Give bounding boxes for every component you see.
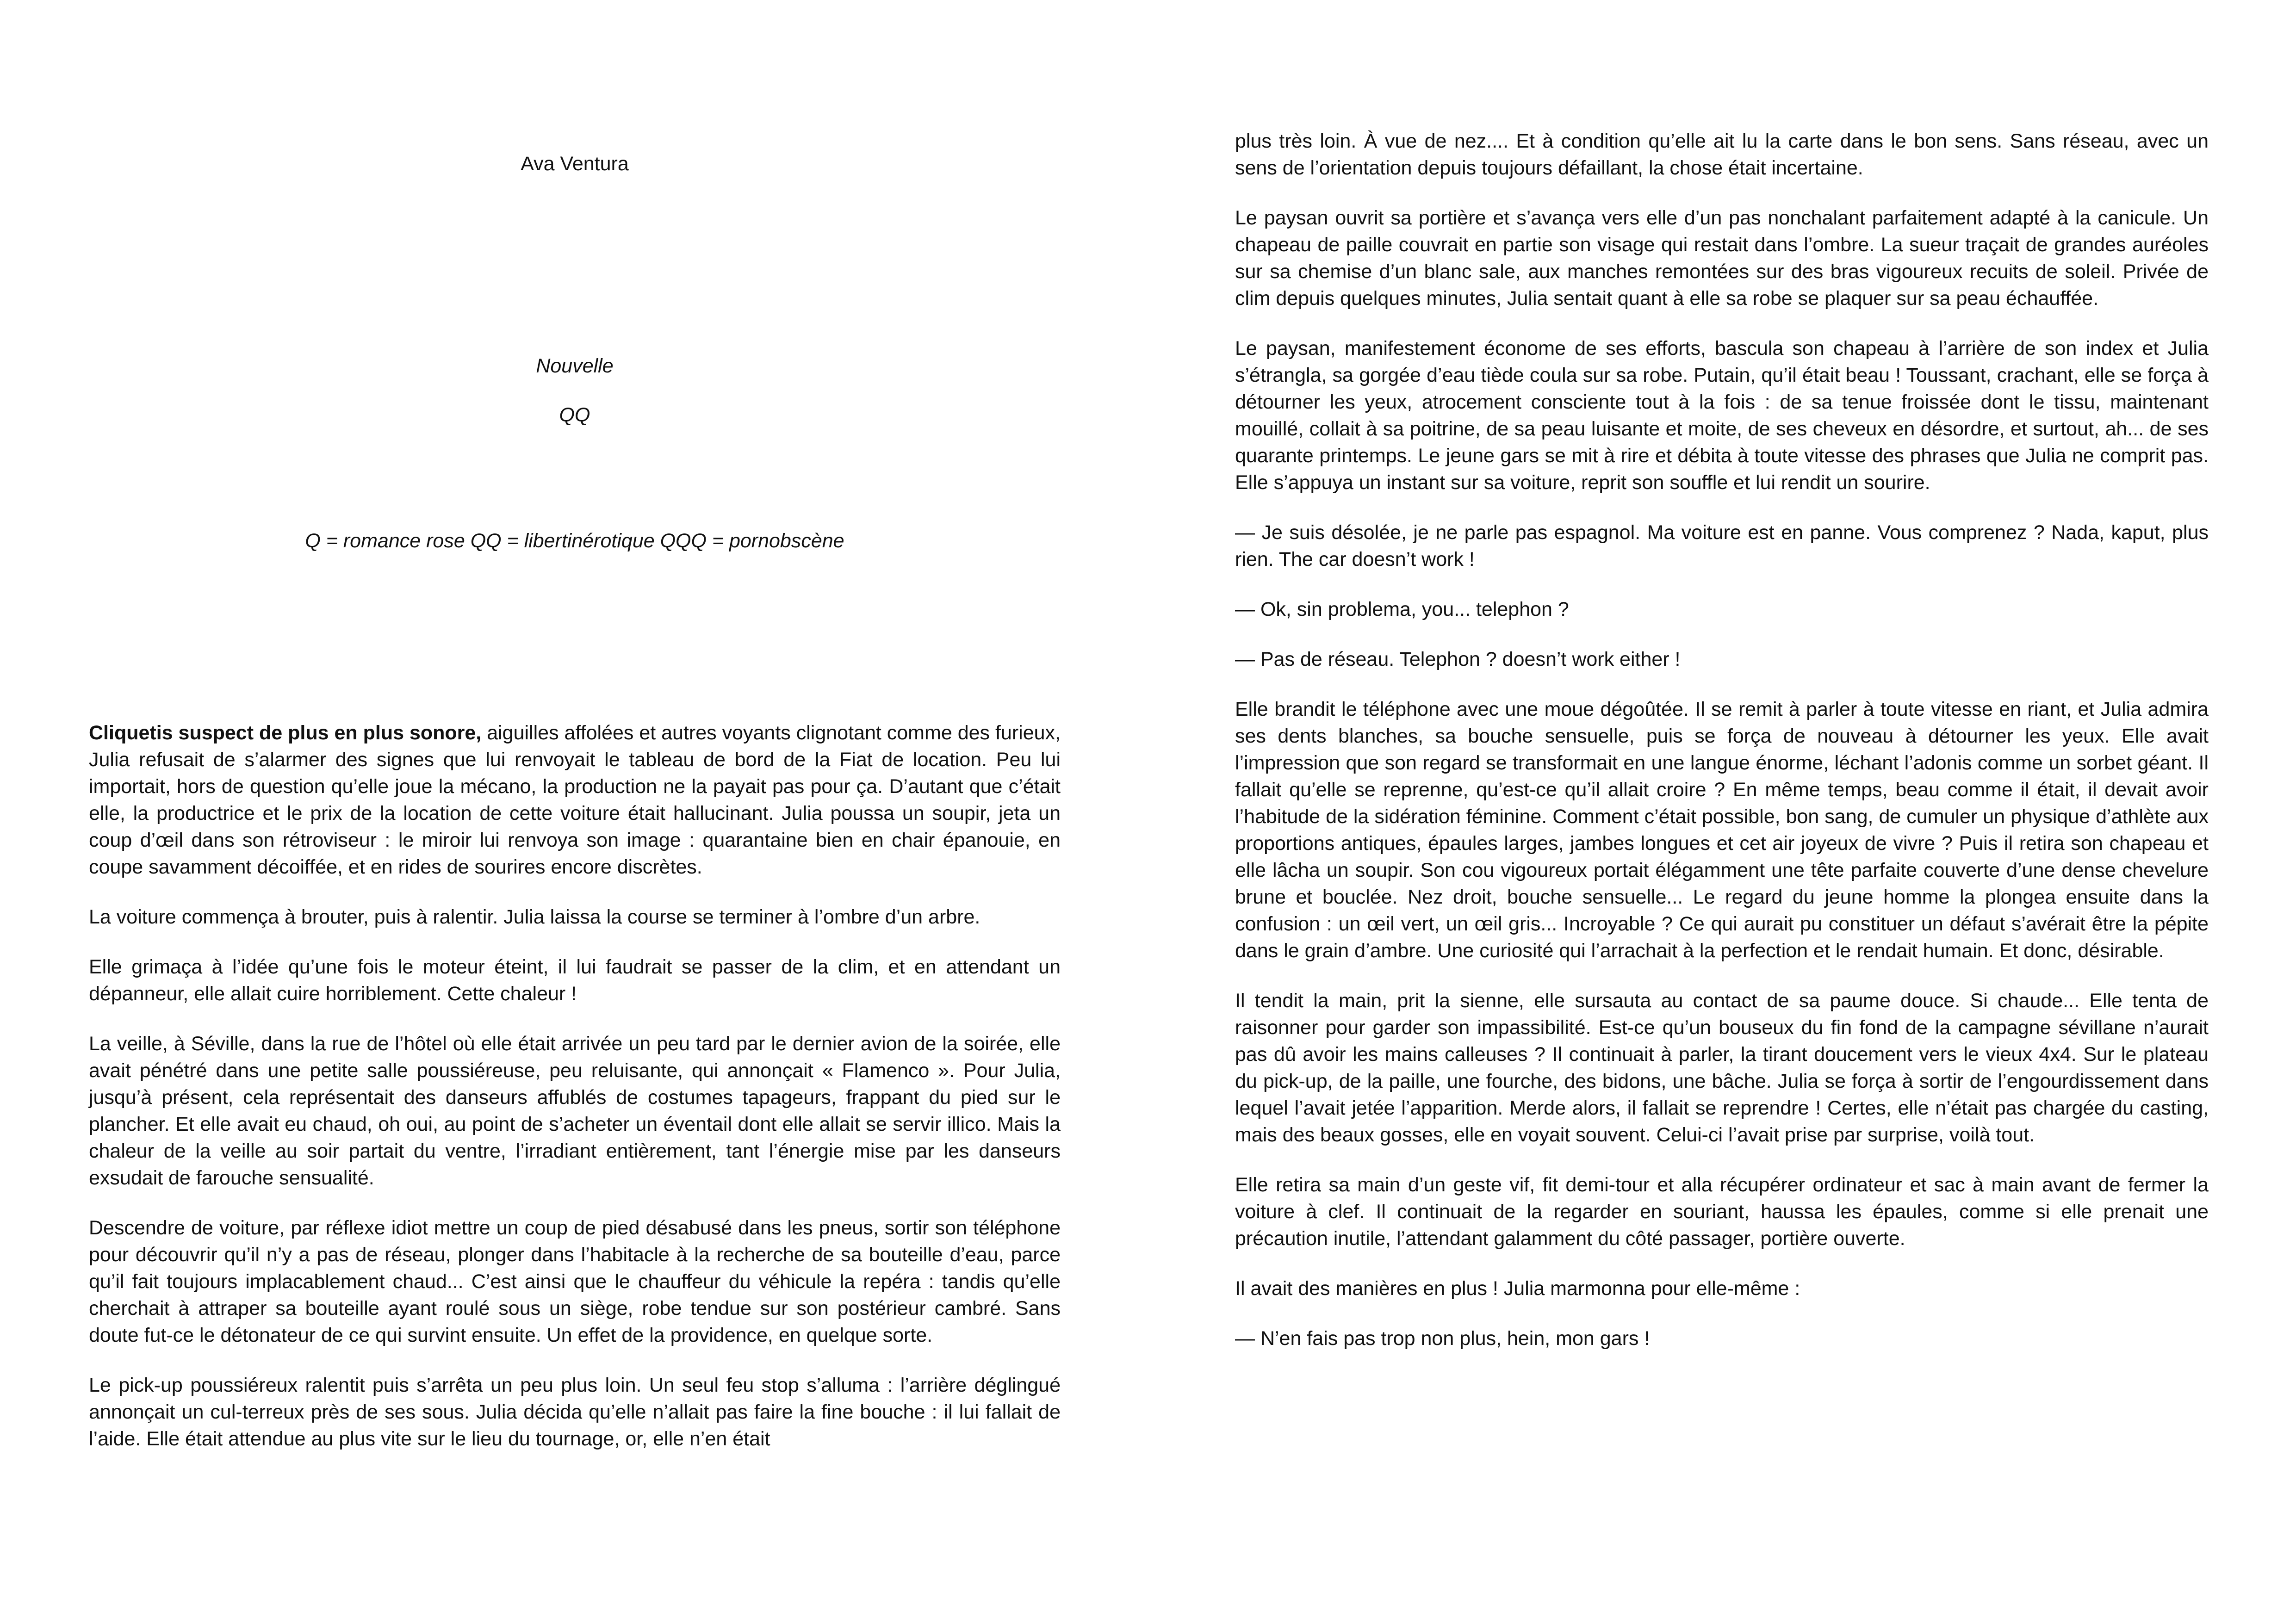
paragraph: Elle retira sa main d’un geste vif, fit demi-tour et alla récupérer ordinateur et sac à main avant de fermer la voiture à clef. Il continuait de la regarder en souriant, haussa les épaules, comme si elle prenait une précaution inutile, l’attendant galamment du côté passager, portière ouverte. (1235, 1174, 2209, 1250)
rating-label: QQ (559, 404, 590, 426)
right-body-text (1235, 128, 2209, 1375)
rating-legend: Q = romance rose QQ = libertinérotique QQQ = pornobscène (305, 530, 844, 552)
dialogue-line: — Je suis désolée, je ne parle pas espagnol. Ma voiture est en panne. Vous comprenez ? Nada, kaput, plus rien. The car doesn’t work ! (1235, 521, 2209, 570)
author-name: Ava Ventura (521, 153, 629, 175)
dialogue-line: — N’en fais pas trop non plus, hein, mon gars ! (1235, 1327, 1650, 1350)
paragraph: Il avait des manières en plus ! Julia marmonna pour elle-même : (1235, 1277, 1800, 1300)
paragraph: plus très loin. À vue de nez.... Et à condition qu’elle ait lu la carte dans le bon sens. Sans réseau, avec un sens de l’orientation depuis toujours défaillant, la chose était incertaine. (1235, 130, 2209, 179)
genre-label: Nouvelle (536, 355, 614, 377)
paragraph: La veille, à Séville, dans la rue de l’hôtel où elle était arrivée un peu tard par le dernier avion de la soirée, elle avait pénétré dans une petite salle poussiéreuse, peu reluisante, qui annonçait « Flamenco ». Pour Julia, jusqu’à présent, cela représentait des danseurs affublés de costumes tapageurs, frappant du pied sur le plancher. Et elle avait eu chaud, oh oui, au point de s’acheter un éventail dont elle allait se servir illico. Mais la chaleur de la veille au soir partait du ventre, l’irradiant entièrement, tant l’énergie mise par les danseurs exsudait de farouche sensualité. (89, 1033, 1061, 1189)
right-page (1148, 0, 2296, 1623)
paragraph: La voiture commença à brouter, puis à ralentir. Julia laissa la course se terminer à l’ombre d’un arbre. (89, 906, 980, 928)
left-body-text (89, 719, 1061, 1475)
paragraph: Elle grimaça à l’idée qu’une fois le moteur éteint, il lui faudrait se passer de la clim, et en attendant un dépanneur, elle allait cuire horriblement. Cette chaleur ! (89, 956, 1061, 1005)
paragraph: Il tendit la main, prit la sienne, elle sursauta au contact de sa paume douce. Si chaude... Elle tenta de raisonner pour garder son impassibilité. Est-ce qu’un bouseux du fin fond de la campagne sévillane n’aurait pas dû avoir les mains calleuses ? Il continuait à parler, la tirant doucement vers le vieux 4x4. Sur le plateau du pick-up, de la paille, une fourche, des bidons, une bâche. Julia se força à sortir de l’engourdissement dans lequel l’avait jetée l’apparition. Merde alors, il fallait se reprendre ! Certes, elle n’était pas chargée du casting, mais des beaux gosses, elle en voyait souvent. Celui-ci l’avait prise par surprise, voilà tout. (1235, 990, 2209, 1146)
dialogue-line: — Pas de réseau. Telephon ? doesn’t work either ! (1235, 648, 1681, 670)
paragraph: Le paysan ouvrit sa portière et s’avança vers elle d’un pas nonchalant parfaitement adapté à la canicule. Un chapeau de paille couvrait en partie son visage qui restait dans l’ombre. La sueur traçait de grandes auréoles sur sa chemise d’un blanc sale, aux manches remontées sur des bras vigoureux recuits de soleil. Privée de clim depuis quelques minutes, Julia sentait quant à elle sa robe se plaquer sur sa peau échauffée. (1235, 207, 2209, 310)
dialogue-line: — Ok, sin problema, you... telephon ? (1235, 598, 1569, 620)
paragraph: Le paysan, manifestement économe de ses efforts, bascula son chapeau à l’arrière de son index et Julia s’étrangla, sa gorgée d’eau tiède coula sur sa robe. Putain, qu’il était beau ! Toussant, crachant, elle se força à détourner les yeux, atrocement consciente tout à la fois : de sa tenue froissée dont le tissu, maintenant mouillé, collait à sa poitrine, de sa peau luisante et moite, de ses cheveux en désordre, et surtout, ah... de ses quarante printemps. Le jeune gars se mit à rire et débita à toute vitesse des phrases que Julia ne comprit pas. Elle s’appuya un instant sur sa voiture, reprit son souffle et lui rendit un sourire. (1235, 337, 2209, 494)
paragraph: Elle brandit le téléphone avec une moue dégoûtée. Il se remit à parler à toute vitesse en riant, et Julia admira ses dents blanches, sa bouche sensuelle, puis se força de nouveau à détourner les yeux. Elle avait l’impression que son regard se transformait en une langue énorme, léchant l’adonis comme un sorbet géant. Il fallait qu’elle se reprenne, qu’est-ce qu’il allait croire ? En même temps, beau comme il était, il devait avoir l’habitude de la sidération féminine. Comment c’était possible, bon sang, de cumuler un physique d’athlète aux proportions antiques, épaules larges, jambes longues et cet air joyeux de vivre ? Puis il retira son chapeau et elle lâcha un soupir. Son cou vigoureux portait élégamment une tête parfaite couverte d’une dense chevelure brune et bouclée. Nez droit, bouche sensuelle... Le regard du jeune homme la plongea ensuite dans la confusion : un œil vert, un œil gris... Incroyable ? Ce qui aurait pu constituer un défaut s’avérait être la pépite dans le grain d’ambre. Une curiosité qui l’arrachait à la perfection et le rendait humain. Et donc, désirable. (1235, 698, 2209, 962)
paragraph: Le pick-up poussiéreux ralentit puis s’arrêta un peu plus loin. Un seul feu stop s’alluma : l’arrière déglingué annonçait un cul-terreux près de ses sous. Julia décida qu’elle n’allait pas faire la fine bouche : il lui fallait de l’aide. Elle était attendue au plus vite sur le lieu du tournage, or, elle n’en était (89, 1374, 1061, 1450)
paragraph: Descendre de voiture, par réflexe idiot mettre un coup de pied désabusé dans les pneus, sortir son téléphone pour découvrir qu’il n’y a pas de réseau, plonger dans l’habitacle à la recherche de sa bouteille d’eau, parce qu’il fait toujours implacablement chaud... C’est ainsi que le chauffeur du véhicule la repéra : tandis qu’elle cherchait à attraper sa bouteille ayant roulé sous un siège, robe tendue sur son postérieur cambré. Sans doute fut-ce le détonateur de ce qui survint ensuite. Un effet de la providence, en quelque sorte. (89, 1217, 1061, 1346)
lead-bold-text: Cliquetis suspect de plus en plus sonore, (89, 722, 482, 744)
paragraph (89, 719, 1061, 880)
lead-text: aiguilles affolées et autres voyants clignotant comme des furieux, Julia refusait de s’alarmer des signes que lui renvoyait le tableau de bord de la Fiat de location. Peu lui importait, hors de question qu’elle joue la mécano, la production ne la payait pas pour ça. D’autant que c’était elle, la productrice et le prix de la location de cette voiture était hallucinant. Julia poussa un soupir, jeta un coup d’œil dans son rétroviseur : le miroir lui renvoya son image : quarantaine bien en chair épanouie, en coupe savamment décoiffée, et en rides de sourires encore discrètes. (89, 722, 1061, 878)
